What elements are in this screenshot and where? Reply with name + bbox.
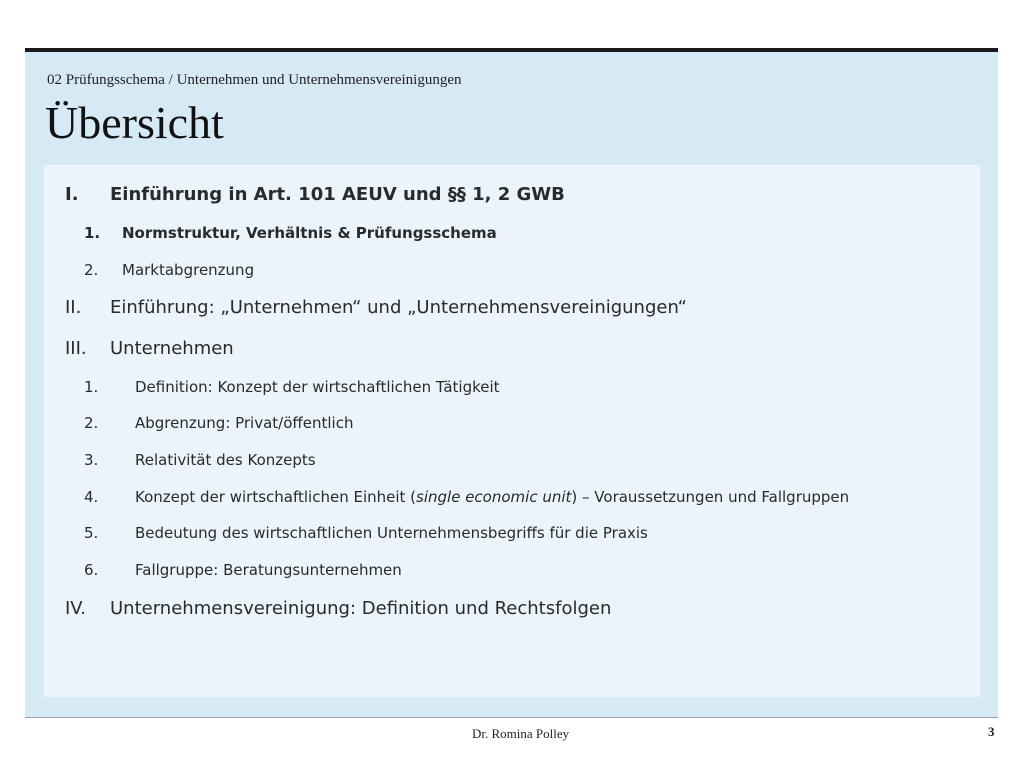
breadcrumb: 02 Prüfungsschema / Unternehmen und Unternehmensvereinigungen xyxy=(47,72,462,88)
page-title: Übersicht xyxy=(45,97,224,148)
section-label: Einführung in Art. 101 AEUV und §§ 1, 2 GWB xyxy=(110,184,565,205)
item-label xyxy=(135,488,849,506)
item-label-after: ) – Voraussetzungen und Fallgruppen xyxy=(571,488,850,506)
item-label: Definition: Konzept der wirtschaftlichen Tätigkeit xyxy=(135,378,500,396)
bottom-rule xyxy=(25,717,998,718)
outline-box xyxy=(44,165,980,697)
footer-author: Dr. Romina Polley xyxy=(472,726,570,741)
item-number: 1. xyxy=(84,224,101,242)
item-number: 5. xyxy=(84,524,99,542)
section-number: I. xyxy=(65,184,79,205)
item-number: 4. xyxy=(84,488,99,506)
item-label: Abgrenzung: Privat/öffentlich xyxy=(135,414,354,432)
item-number: 1. xyxy=(84,378,99,396)
item-label: Fallgruppe: Beratungsunternehmen xyxy=(135,561,402,579)
section-label: Einführung: „Unternehmen“ und „Unternehmensvereinigungen“ xyxy=(110,297,687,318)
section-number: III. xyxy=(65,338,87,359)
item-label: Marktabgrenzung xyxy=(122,261,255,279)
item-number: 6. xyxy=(84,561,99,579)
item-label: Normstruktur, Verhältnis & Prüfungsschema xyxy=(122,224,497,242)
item-number: 2. xyxy=(84,414,99,432)
section-label: Unternehmensvereinigung: Definition und Rechtsfolgen xyxy=(110,598,612,619)
item-label: Bedeutung des wirtschaftlichen Unternehmensbegriffs für die Praxis xyxy=(135,524,648,542)
section-label: Unternehmen xyxy=(110,338,234,359)
item-number: 2. xyxy=(84,261,99,279)
section-number: II. xyxy=(65,297,82,318)
item-number: 3. xyxy=(84,451,99,469)
item-label-italic: single economic unit xyxy=(416,488,572,506)
item-label-before: Konzept der wirtschaftlichen Einheit ( xyxy=(135,488,417,506)
item-label: Relativität des Konzepts xyxy=(135,451,316,469)
page-number: 3 xyxy=(988,724,995,739)
section-number: IV. xyxy=(65,598,87,619)
